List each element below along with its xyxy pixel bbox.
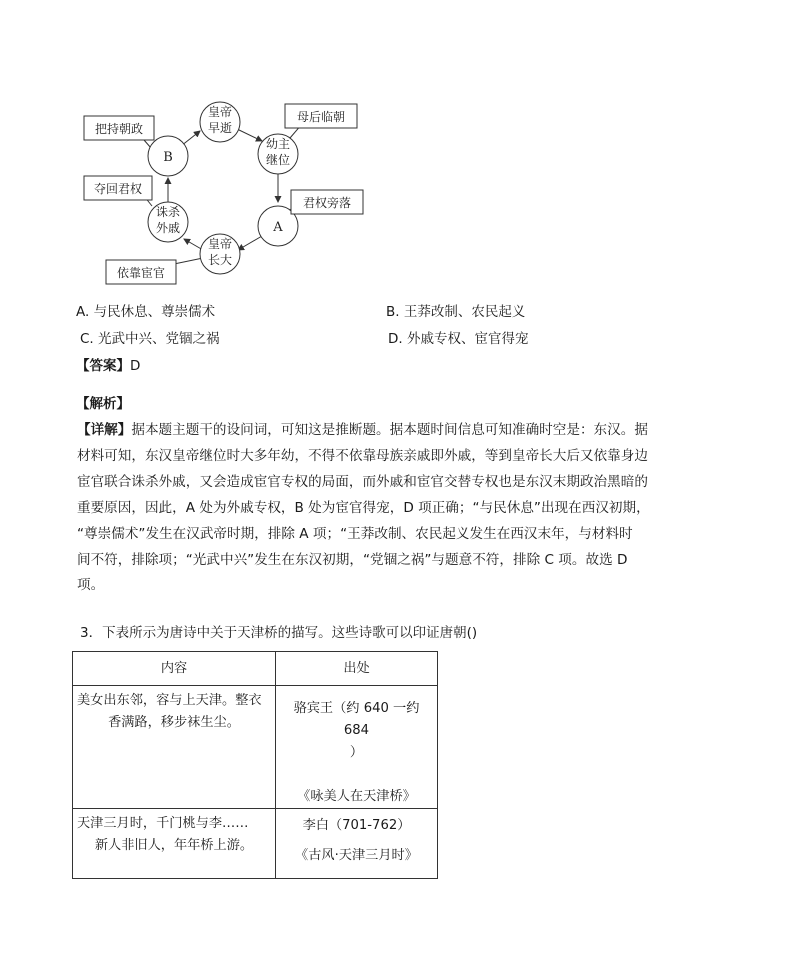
option-a: A. 与民休息、尊崇儒术 [76, 304, 216, 320]
table-row [73, 809, 438, 879]
box-control-court [84, 116, 154, 140]
svg-text:A: A [273, 220, 283, 235]
svg-text:君权旁落: 君权旁落 [302, 196, 352, 210]
svg-text:皇帝: 皇帝 [207, 237, 233, 251]
circle-young-ruler [258, 134, 298, 174]
analysis-line-7: 项。 [77, 577, 105, 594]
box-empress-regency [285, 104, 357, 128]
answer-value: D [130, 358, 141, 374]
question-3: 3．下表所示为唐诗中关于天津桥的描写。这些诗歌可以印证唐朝() [80, 625, 478, 641]
arrow-a-to-bottom [238, 236, 262, 250]
svg-text:继位: 继位 [265, 153, 291, 167]
row2-content-l2: 新人非旧人，年年桥上游。 [94, 838, 254, 853]
table-row [73, 686, 438, 809]
svg-text:依靠宦官: 依靠宦官 [116, 266, 166, 280]
svg-text:母后临朝: 母后临朝 [296, 110, 346, 124]
analysis-line-6: 间不符，排除项；“光武中兴”发生在东汉初期，“党锢之祸”与题意不符，排除 C 项。故选 D [77, 551, 628, 568]
row1-source-l2: ） [349, 745, 364, 760]
row2-source-l2: 《古风·天津三月时》 [295, 848, 418, 863]
row2-source-l1: 李白（701-762） [302, 818, 411, 833]
row1-source-l3: 《咏美人在天津桥》 [297, 789, 416, 804]
header-source: 出处 [276, 652, 438, 686]
svg-text:夺回君权: 夺回君权 [93, 182, 143, 196]
box-rely-eunuchs [106, 260, 176, 284]
svg-text:皇帝: 皇帝 [207, 105, 233, 119]
circle-emperor-early-death [200, 102, 240, 142]
row2-content-l1: 天津三月时，千门桃与李…… [77, 816, 249, 831]
svg-text:把持朝政: 把持朝政 [94, 122, 144, 136]
row1-source-l1: 骆宾王（约 640 一约 684 [293, 701, 420, 738]
option-c: C. 光武中兴、党锢之祸 [80, 331, 220, 347]
circle-b [148, 136, 188, 176]
box-power-lost [291, 190, 363, 214]
svg-text:幼主: 幼主 [265, 137, 291, 151]
svg-text:诛杀: 诛杀 [155, 205, 181, 219]
analysis-line-4: 重要原因，因此，A 处为外戚专权，B 处为宦官得宠，D 项正确；“与民休息”出现在西汉初期， [77, 499, 650, 516]
analysis-line-5: “尊崇儒术”发生在汉武帝时期，排除 A 项；“王莽改制、农民起义发生在西汉末年，与材料时 [77, 525, 633, 542]
analysis-line-3: 宦官联合诛杀外戚，又会造成宦官专权的局面，而外戚和宦官交替专权也是东汉末期政治黑暗的 [77, 473, 648, 490]
header-content: 内容 [73, 652, 276, 686]
analysis-paragraph [77, 418, 683, 599]
analysis-heading: 【解析】 [76, 396, 130, 412]
answer-line [76, 357, 140, 375]
svg-text:B: B [163, 150, 173, 165]
analysis-line-1: 据本题主题干的设问词，可知这是推断题。据本题时间信息可知准确时空是：东汉。据 [131, 422, 648, 438]
poems-table [72, 651, 438, 879]
svg-text:长大: 长大 [207, 253, 233, 267]
option-b: B. 王莽改制、农民起义 [386, 304, 526, 320]
circle-kill-consorts [148, 202, 188, 242]
detail-label: 【详解】 [77, 422, 132, 438]
option-d: D. 外戚专权、宦官得宠 [388, 331, 529, 347]
arrow-bottom-to-lefttop [184, 239, 203, 250]
cycle-diagram [80, 96, 370, 286]
row1-content-l2: 香满路，移步袜生尘。 [108, 715, 240, 730]
table-header-row [73, 652, 438, 686]
answer-label: 【答案】 [76, 358, 130, 374]
arrow-top-to-righttop [237, 129, 262, 141]
row1-content-l1: 美女出东邻，容与上天津。整衣 [77, 693, 262, 708]
box-regain-power [84, 176, 152, 200]
svg-text:早逝: 早逝 [207, 121, 233, 135]
analysis-line-2: 材料可知，东汉皇帝继位时大多年幼，不得不依靠母族亲戚即外戚，等到皇帝长大后又依靠身边 [77, 447, 648, 464]
circle-emperor-grown [200, 234, 240, 274]
svg-text:外戚: 外戚 [155, 221, 181, 235]
